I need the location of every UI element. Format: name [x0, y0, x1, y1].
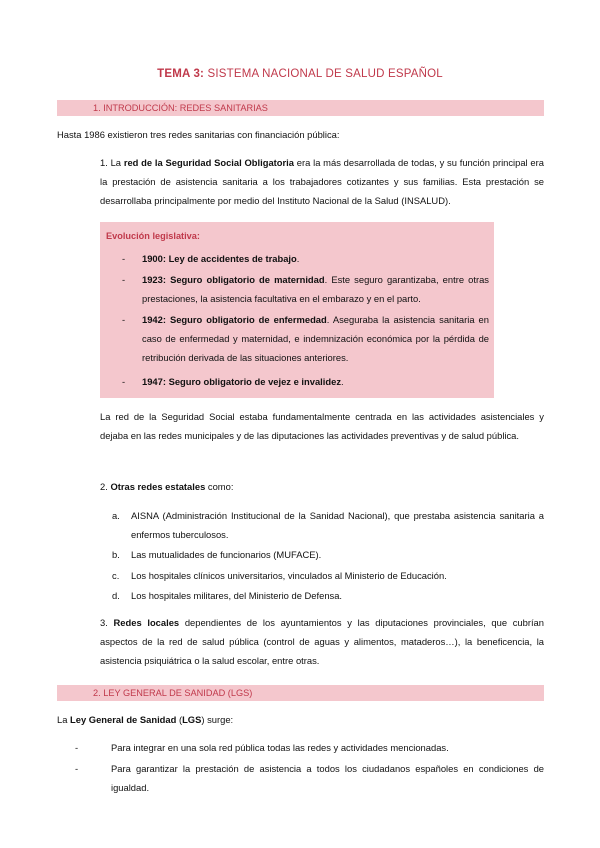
paragraph-social-security-focus: La red de la Seguridad Social estaba fundamentalmente centrada en las actividades asistenciales y dejaba en las redes municipales y de las diputaciones las actividades preventivas y de salud pública. — [100, 411, 544, 441]
legislative-evolution-heading: Evolución legislativa: — [106, 231, 200, 241]
page-title — [0, 68, 600, 80]
intro-lead: Hasta 1986 existieron tres redes sanitarias con financiación pública: — [57, 129, 340, 140]
legislative-evolution-box: Evolución legislativa: - 1900: Ley de accidentes de trabajo. - 1923: Seguro obligatorio de maternidad. Este seguro garantizaba, entre otras prestaciones, la asistencia facultativa en el embarazo y en el parto. - 1942: Seguro obligatorio de enfermedad. Aseguraba la asistencia sanitaria en caso de enfermedad y maternidad, e indemnización económica por la pérdida de retribución derivada de las situaciones anteriores. - 1947: Seguro obligatorio de vejez e invalidez. — [100, 222, 494, 398]
list-item — [75, 738, 544, 757]
list-item — [112, 566, 544, 585]
list-letter: d. — [112, 590, 120, 601]
list-letter: b. — [112, 549, 120, 560]
section-heading-intro: 1. INTRODUCCIÓN: REDES SANITARIAS — [57, 100, 544, 116]
list-letter: c. — [112, 570, 120, 581]
section-heading-lgs: 2. LEY GENERAL DE SANIDAD (LGS) — [57, 685, 544, 701]
list-text: Los hospitales militares, del Ministerio de Defensa. — [131, 590, 343, 601]
title-text: SISTEMA NACIONAL DE SALUD ESPAÑOL — [204, 68, 443, 80]
lgs-lead: La Ley General de Sanidad (LGS) surge: — [57, 714, 234, 725]
list-text: Los hospitales clínicos universitarios, vinculados al Ministerio de Educación. — [131, 570, 447, 581]
dash-marker: - — [122, 274, 126, 285]
paragraph-state-networks: 2. Otras redes estatales como: — [100, 481, 234, 492]
list-text: AISNA (Administración Institucional de la Sanidad Nacional), que prestaba asistencia sanitaria a enfermos tuberculosos. — [131, 510, 544, 540]
list-text: Para integrar en una sola red pública todas las redes y actividades mencionadas. — [111, 742, 449, 753]
title-number: TEMA 3: — [157, 68, 205, 80]
paragraph-social-security: 1. La red de la Seguridad Social Obligatoria era la más desarrollada de todas, y su función principal era la prestación de asistencia sanitaria a los trabajadores cotizantes y sus familias. Esta prestación se desarrollaba principalmente por medio del Instituto Nacional de la Salud (INSALUD). — [100, 157, 544, 206]
paragraph-local-networks: 3. Redes locales dependientes de los ayuntamientos y las diputaciones provinciales, que cubrían aspectos de la red de salud pública (control de aguas y alimentos, mataderos…), la beneficencia, la asistencia psiquiátrica o la salud escolar, entre otras. — [100, 617, 544, 666]
list-text: Las mutualidades de funcionarios (MUFACE). — [131, 549, 322, 560]
dash-marker: - — [75, 763, 79, 774]
list-item — [75, 759, 544, 797]
dash-marker: - — [122, 314, 126, 325]
list-item — [112, 506, 544, 544]
dash-marker: - — [122, 253, 126, 264]
list-text: Para garantizar la prestación de asistencia a todos los ciudadanos españoles en condiciones de igualdad. — [111, 763, 544, 793]
list-letter: a. — [112, 510, 120, 521]
dash-marker: - — [122, 376, 126, 387]
dash-marker: - — [75, 742, 79, 753]
list-item — [112, 545, 544, 564]
list-item — [112, 586, 544, 605]
